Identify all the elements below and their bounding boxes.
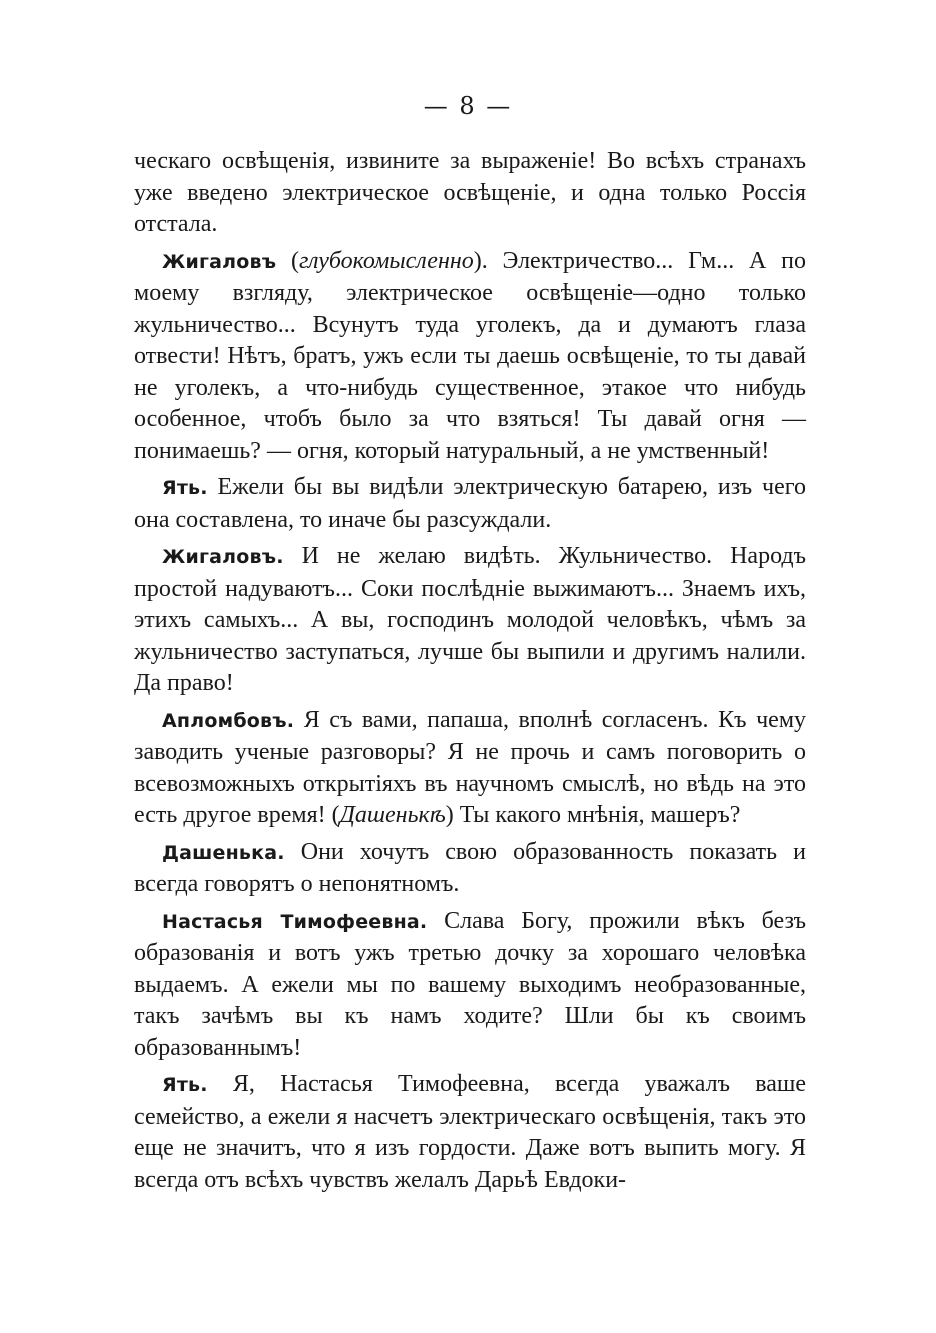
- paragraph-text: ). Электричество... Гм... А по моему взгляду, электрическое освѣщеніе—одно только жульничество... Всунутъ туда уголекъ, да и думаютъ глаза отвести! Нѣтъ, братъ, ужъ если ты даешь освѣщеніе, то ты давай не уголекъ, а что-нибудь существенное, этакое что нибудь особенное, чтобъ было за что взяться! Ты давай огня — понимаешь? — огня, который натуральный, а не умственный!: [134, 247, 806, 464]
- paragraph-text: Я съ вами, папаша, вполнѣ согласенъ. Къ чему заводить ученые разговоры? Я не прочь и самъ поговорить о всевозможныхъ открытіяхъ въ научномъ смыслѣ, но вѣдь на это есть другое время! (: [134, 706, 806, 828]
- speaker-name: Ять.: [162, 1074, 208, 1096]
- speaker-name: Дашенька.: [162, 841, 285, 864]
- paragraph-zhigalov-1: [134, 246, 806, 468]
- paragraph-continuation: [134, 146, 806, 241]
- paragraph-text: Слава Богу, прожили вѣкъ безъ образованія и вотъ ужъ третью дочку за хорошаго человѣка выдаемъ. А ежели мы по вашему выходимъ необразованные, такъ зачѣмъ вы къ намъ ходите? Шли бы къ своимъ образованнымъ!: [134, 907, 806, 1061]
- paragraph-text: Я, Настасья Тимофеевна, всегда уважалъ ваше семейство, а ежели я насчетъ электрическаго освѣщенія, такъ это еще не значитъ, что я изъ гордости. Даже вотъ выпить могу. Я всегда отъ всѣхъ чувствъ желалъ Дарьѣ Евдоки-: [134, 1071, 806, 1193]
- paragraph-dashenka: [134, 837, 806, 901]
- paragraph-aplombov: [134, 705, 806, 832]
- paragraph-text-suffix: ) Ты какого мнѣнія, машеръ?: [445, 802, 741, 828]
- speaker-name: Настасья Тимофеевна.: [162, 910, 428, 933]
- stage-direction: глубокомысленно: [299, 247, 474, 274]
- speaker-name: Жигаловъ: [162, 250, 277, 273]
- paragraph-zhigalov-2: [134, 541, 806, 700]
- text-body: [134, 146, 806, 1201]
- paragraph-yat-2: [134, 1069, 806, 1196]
- page-number: — 8 —: [423, 92, 513, 120]
- speaker-name: Ять.: [162, 477, 208, 499]
- paragraph-text: ческаго освѣщенія, извините за выраженіе! Во всѣхъ странахъ уже введено электрическое освѣщеніе, и одна только Россія отстала.: [134, 148, 806, 237]
- speaker-name: Жигаловъ.: [162, 546, 284, 568]
- paragraph-text-prefix: (: [276, 247, 299, 274]
- paragraph-text: И не желаю видѣть. Жульничество. Народъ простой надуваютъ... Соки послѣдніе выжимаютъ... Знаемъ ихъ, этихъ самыхъ... А вы, господинъ молодой человѣкъ, чѣмъ за жульничество заступаться, лучше бы выпили и другимъ налили. Да право!: [134, 543, 806, 696]
- paragraph-text: Они хочутъ свою образованность показать и всегда говорятъ о непонятномъ.: [134, 838, 806, 897]
- paragraph-yat-1: [134, 472, 806, 536]
- paragraph-text: Ежели бы вы видѣли электрическую батарею, изъ чего она составлена, то иначе бы разсуждали.: [134, 474, 806, 533]
- paragraph-nastasya: [134, 906, 806, 1065]
- stage-direction: Дашенькѣ: [339, 802, 446, 828]
- speaker-name: Апломбовъ.: [162, 709, 295, 732]
